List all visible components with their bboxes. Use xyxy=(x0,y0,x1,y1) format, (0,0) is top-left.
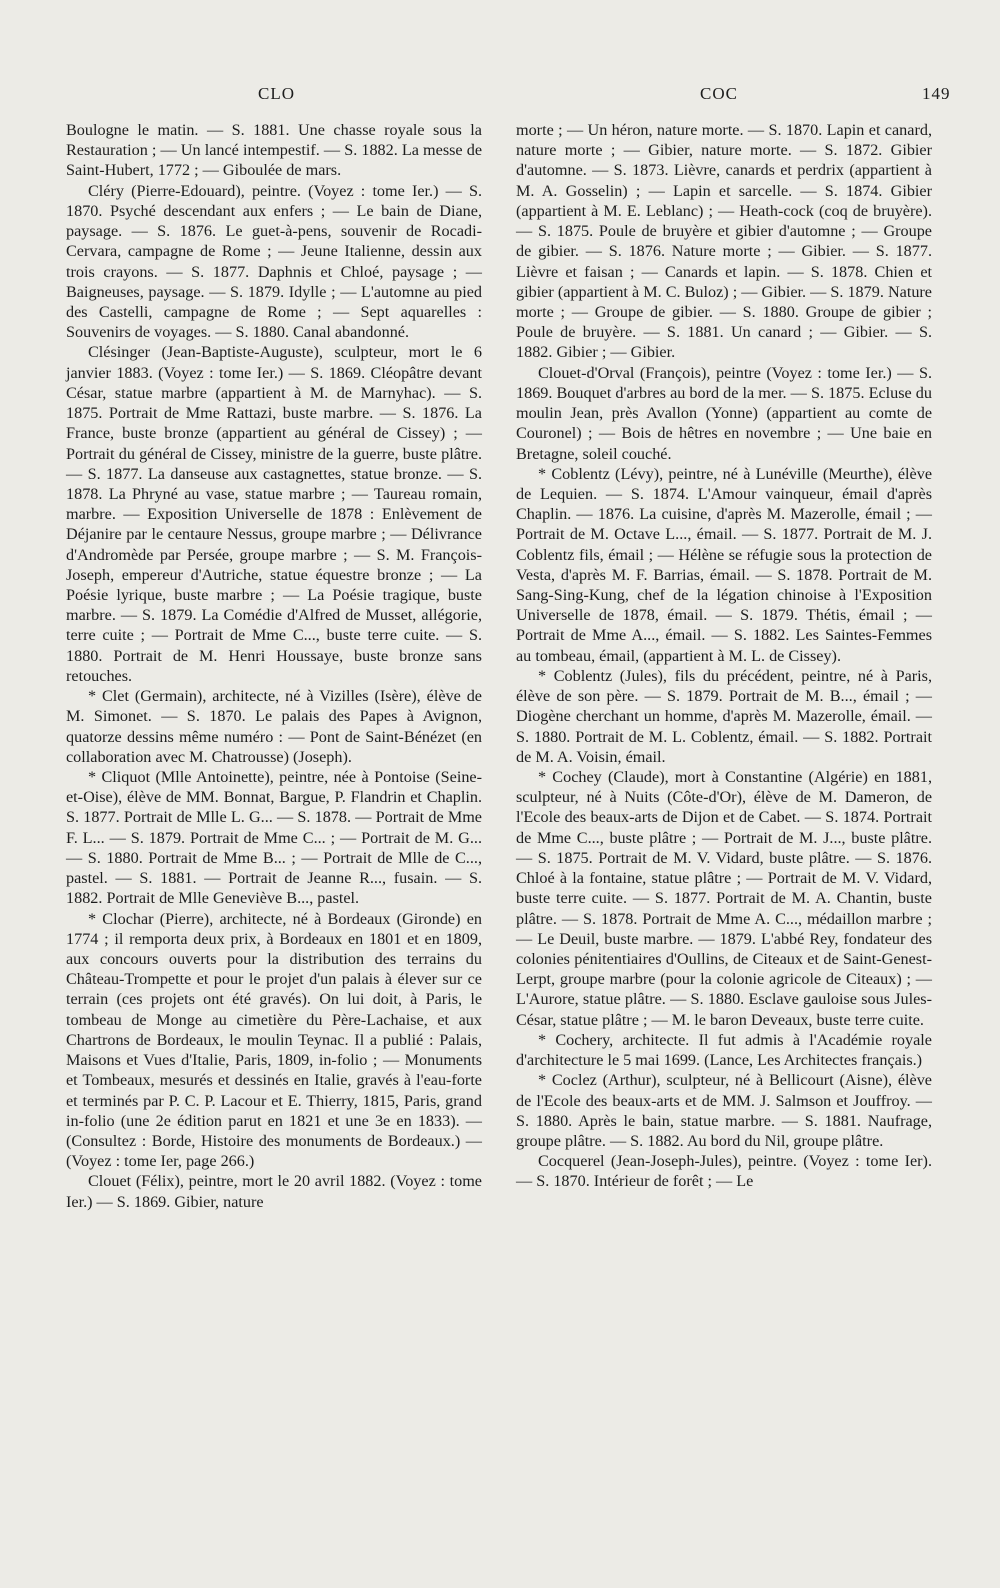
entry-paragraph: Boulogne le matin. — S. 1881. Une chasse royale sous la Restauration ; — Un lancé intempestif. — S. 1882. La messe de Saint-Hubert, 1772 ; — Giboulée de mars. xyxy=(66,121,482,180)
entry-paragraph: Clésinger (Jean-Baptiste-Auguste), sculpteur, mort le 6 janvier 1883. (Voyez : tome Ier.) — S. 1869. Cléopâtre devant César, statue marbre (appartient à M. de Marnyhac). — S. 1875. Portrait de Mme Rattazi, buste marbre. — S. 1876. La France, buste bronze (appartient au général de Cissey) ; — Portrait du général de Cissey, ministre de la guerre, buste plâtre. — S. 1877. La danseuse aux castagnettes, statue bronze. — S. 1878. La Phryné au vase, statue marbre ; — Taureau romain, marbre. — Exposition Universelle de 1878 : Enlèvement de Déjanire par le centaure Nessus, groupe marbre ; — Délivrance d'Andromède par Persée, groupe marbre ; — S. M. François-Joseph, empereur d'Autriche, statue équestre bronze ; — La Poésie lyrique, buste marbre ; — La Poésie tragique, buste marbre. — S. 1879. La Comédie d'Alfred de Musset, allégorie, terre cuite ; — Portrait de Mme C..., buste terre cuite. — S. 1880. Portrait de M. Henri Houssaye, buste bronze sans retouches. xyxy=(66,343,482,685)
entry-paragraph: * Coclez (Arthur), sculpteur, né à Bellicourt (Aisne), élève de l'Ecole des beaux-arts et de MM. J. Salmson et Jouffroy. — S. 1880. Après le bain, statue marbre. — S. 1881. Naufrage, groupe plâtre. — S. 1882. Au bord du Nil, groupe plâtre. xyxy=(516,1071,932,1150)
entry-paragraph: * Coblentz (Lévy), peintre, né à Lunéville (Meurthe), élève de Lequien. — S. 1874. L'Amour vainqueur, émail d'après Chaplin. — 1876. La cuisine, d'après M. Mazerolle, émail ; — Portrait de M. Octave L..., émail. — S. 1877. Portrait de M. J. Coblentz fils, émail ; — Hélène se réfugie sous la protection de Vesta, d'après M. F. Barrias, émail. — S. 1878. Portrait de M. Sang-Sing-Kung, chef de la légation chinoise à l'Exposition Universelle de 1878, émail. — S. 1879. Thétis, émail ; — Portrait de Mme A..., émail. — S. 1882. Les Saintes-Femmes au tombeau, émail, (appartient à M. L. de Cissey). xyxy=(516,464,932,665)
running-head-right: COC xyxy=(700,84,738,103)
entry-paragraph: * Clochar (Pierre), architecte, né à Bordeaux (Gironde) en 1774 ; il remporta deux prix, à Bordeaux en 1801 et en 1809, aux concours ouverts pour la distribution des terrains du Château-Trompette et pour le projet d'un palais à élever sur ce terrain (ces projets ont été gravés). On lui doit, à Paris, le tombeau de Monge au cimetière du Père-Lachaise, et aux Chartrons de Bordeaux, le moulin Teynac. Il a publié : Palais, Maisons et Vues d'Italie, Paris, 1809, in-folio ; — Monuments et Tombeaux, mesurés et dessinés en Italie, gravés à l'eau-forte et terminés par P. C. P. Lacour et E. Thierry, 1815, Paris, grand in-folio (une 2e édition parut en 1821 et une 3e en 1833). — (Consultez : Borde, Histoire des monuments de Bordeaux.) — (Voyez : tome Ier, page 266.) xyxy=(66,909,482,1171)
page-number: 149 xyxy=(922,84,951,103)
left-column xyxy=(66,120,482,1212)
right-column xyxy=(516,120,932,1192)
running-head-left: CLO xyxy=(258,84,295,103)
entry-paragraph: * Cochery, architecte. Il fut admis à l'Académie royale d'architecture le 5 mai 1699. (Lance, Les Architectes français.) xyxy=(516,1030,932,1070)
entry-paragraph: * Coblentz (Jules), fils du précédent, peintre, né à Paris, élève de son père. — S. 1879. Portrait de M. B..., émail ; — Diogène cherchant un homme, d'après M. Mazerolle, émail. — S. 1880. Portrait de M. L. Coblentz, émail. — S. 1882. Portrait de M. A. Voisin, émail. xyxy=(516,666,932,766)
entry-paragraph: Cléry (Pierre-Edouard), peintre. (Voyez : tome Ier.) — S. 1870. Psyché descendant aux enfers ; — Le bain de Diane, paysage. — S. 1876. Le guet-à-pens, souvenir de Rocadi-Cervara, campagne de Rome ; — Jeune Italienne, dessin aux trois crayons. — S. 1877. Daphnis et Chloé, paysage ; — Baigneuses, paysage. — S. 1879. Idylle ; — L'automne au pied des Castelli, campagne de Rome ; — Sept aquarelles : Souvenirs de voyages. — S. 1880. Canal abandonné. xyxy=(66,181,482,342)
entry-paragraph: Clouet-d'Orval (François), peintre (Voyez : tome Ier.) — S. 1869. Bouquet d'arbres au bord de la mer. — S. 1875. Ecluse du moulin Jean, près Avallon (Yonne) (appartient au comte de Couronel) ; — Bois de hêtres en novembre ; — Une baie en Bretagne, soleil couché. xyxy=(516,363,932,463)
entry-paragraph: morte ; — Un héron, nature morte. — S. 1870. Lapin et canard, nature morte ; — Gibier, nature morte. — S. 1872. Gibier d'automne. — S. 1873. Lièvre, canards et perdrix (appartient à M. A. Gosselin) ; — Lapin et sarcelle. — S. 1874. Gibier (appartient à M. E. Leblanc) ; — Heath-cock (coq de bruyère). — S. 1875. Poule de bruyère et gibier d'automne ; — Groupe de gibier. — S. 1876. Nature morte ; — Gibier. — S. 1877. Lièvre et faisan ; — Canards et lapin. — S. 1878. Chien et gibier (appartient à M. C. Buloz) ; — Gibier. — S. 1879. Nature morte ; — Groupe de gibier. — S. 1880. Groupe de gibier ; Poule de bruyère. — S. 1881. Un canard ; — Gibier. — S. 1882. Gibier ; — Gibier. xyxy=(516,121,932,362)
entry-paragraph: Clouet (Félix), peintre, mort le 20 avril 1882. (Voyez : tome Ier.) — S. 1869. Gibier, nature xyxy=(66,1172,482,1211)
entry-paragraph: * Cochey (Claude), mort à Constantine (Algérie) en 1881, sculpteur, né à Nuits (Côte-d'Or), élève de M. Dameron, de l'Ecole des beaux-arts de Dijon et de Cabet. — S. 1874. Portrait de Mme C..., buste plâtre ; — Portrait de M. J..., buste plâtre. — S. 1875. Portrait de M. V. Vidard, buste plâtre. — S. 1876. Chloé à la fontaine, statue plâtre ; — Portrait de M. V. Vidard, buste terre cuite. — S. 1877. Portrait de M. A. Chantin, buste plâtre. — S. 1878. Portrait de Mme A. C..., médaillon marbre ; — Le Deuil, buste marbre. — 1879. L'abbé Rey, fondateur des colonies pénitentiaires d'Oullins, de Citeaux et de Saint-Genest-Lerpt, groupe marbre (pour la colonie agricole de Citeaux) ; — L'Aurore, statue plâtre. — S. 1880. Esclave gauloise sous Jules-César, statue plâtre ; — M. le baron Deveaux, buste terre cuite. xyxy=(516,768,932,1029)
entry-paragraph: * Cliquot (Mlle Antoinette), peintre, née à Pontoise (Seine-et-Oise), élève de MM. Bonnat, Bargue, P. Flandrin et Chaplin. S. 1877. Portrait de Mlle L. G... — S. 1878. — Portrait de Mme F. L... — S. 1879. Portrait de Mme C... ; — Portrait de M. G... — S. 1880. Portrait de Mme B... ; — Portrait de Mlle de C..., pastel. — S. 1881. — Portrait de Jeanne R..., fusain. — S. 1882. Portrait de Mlle Geneviève B..., pastel. xyxy=(66,768,482,908)
entry-paragraph: * Clet (Germain), architecte, né à Vizilles (Isère), élève de M. Simonet. — S. 1870. Le palais des Papes à Avignon, quatorze dessins même numéro : — Pont de Saint-Bénézet (en collaboration avec M. Chatrousse) (Joseph). xyxy=(66,687,482,766)
entry-paragraph: Cocquerel (Jean-Joseph-Jules), peintre. (Voyez : tome Ier). — S. 1870. Intérieur de forêt ; — Le xyxy=(516,1152,932,1191)
